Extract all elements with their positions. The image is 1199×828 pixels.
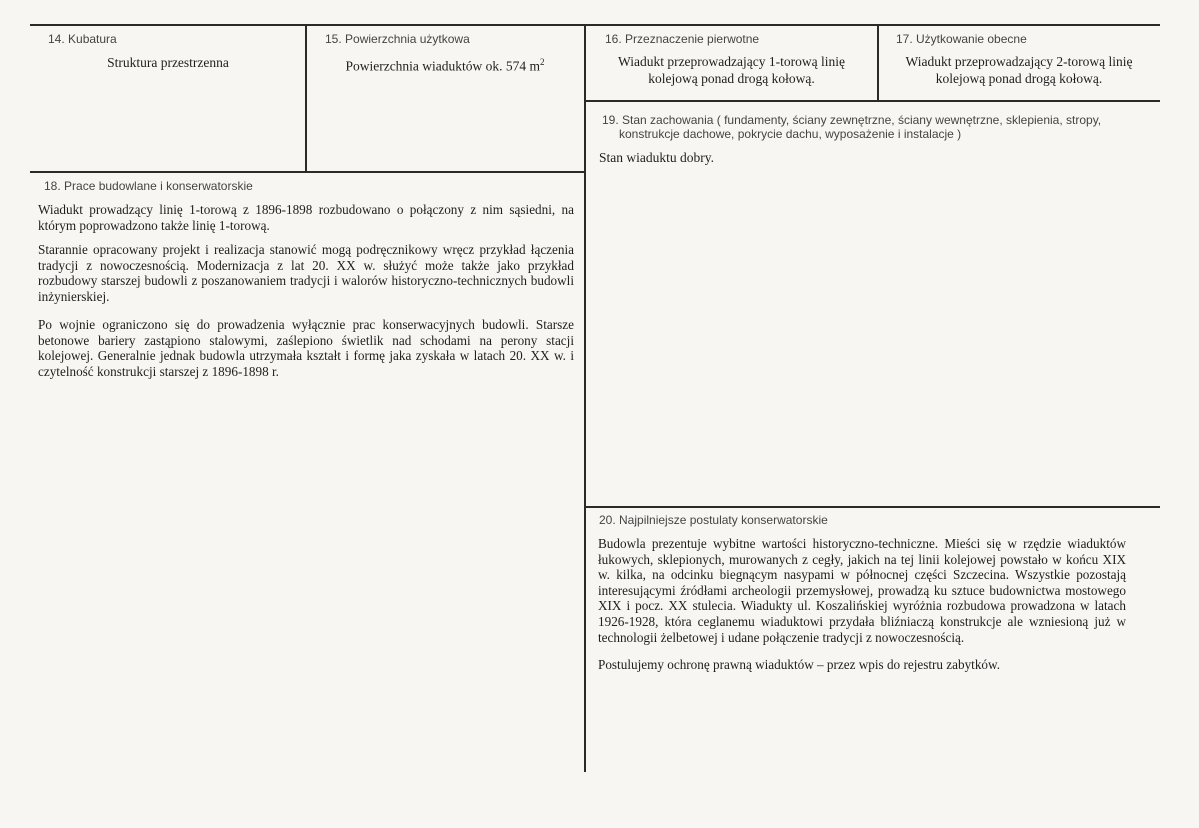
field-17-value-line2: kolejową ponad drogą kołową. <box>935 71 1103 86</box>
field-19-label-line2: konstrukcje dachowe, pokrycie dachu, wyposażenie i instalacje ) <box>619 127 962 141</box>
field-17-value <box>880 53 1158 87</box>
field-19-label-line1: 19. Stan zachowania ( fundamenty, ściany zewnętrzne, ściany wewnętrzne, sklepienia, stropy, <box>602 113 1102 127</box>
rule-16-17-bottom <box>584 100 1160 102</box>
field-18-paragraph-3: Po wojnie ograniczono się do prowadzenia wyłącznie prac konserwacyjnych budowli. Starsze betonowe bariery zastąpiono stalowymi, zaślepiono świetlik nad schodami na perony stacji kolejowej. Generalnie jednak budowla utrzymała kształt i formę jaka zyskała w latach 20. XX w. i czytelność konstrukcji starszej z 1896-1898 r. <box>38 317 574 379</box>
field-15-value <box>308 54 582 75</box>
field-17-value-line1: Wiadukt przeprowadzający 2-torową linię <box>905 54 1133 69</box>
field-18-paragraph-1: Wiadukt prowadzący linię 1-torową z 1896-1898 rozbudowano o połączony z nim sąsiedni, na którym poprowadzono także linię 1-torową. <box>38 202 574 233</box>
field-16-value-line1: Wiadukt przeprowadzający 1-torową linię <box>618 54 845 69</box>
field-19-label <box>602 113 1152 141</box>
field-20-paragraph-1: Budowla prezentuje wybitne wartości historyczno-techniczne. Mieści się w rzędzie wiaduktów łukowych, sklepionych, murowanych z cegły, jakich na tej linii kolejowej powstało w końcu XIX w. kilka, na odcinku biegnącym nasypami w północnej części Szczecina. Wszystkie pozostają interesującymi źródłami archeologii przemysłowej, prowadzą ku sztuce budownictwa mostowego XIX i pocz. XX stulecia. Wiadukty ul. Koszalińskiej wyróżnia rozbudowa prowadzona w latach 1926-1928, która ceglanemu wiaduktowi przydała bliźniaczą konstrukcje ale wzniesioną już w technologii żelbetowej i udane połączenie tradycji z nowoczesnością. <box>598 536 1126 645</box>
field-16-label: 16. Przeznaczenie pierwotne <box>605 32 760 46</box>
field-18-paragraph-2: Starannie opracowany projekt i realizacja stanowić mogą podręcznikowy wręcz przykład łączenia tradycji z nowoczesnością. Modernizacja z lat 20. XX w. służyć może także jako przykład rozbudowy starszej budowli z poszanowaniem tradycji i walorów historyczno-technicznych budowli inżynierskiej. <box>38 242 574 304</box>
rule-19-bottom <box>584 506 1160 508</box>
divider-14-15 <box>305 24 307 172</box>
field-20-paragraph-2: Postulujemy ochronę prawną wiaduktów – przez wpis do rejestru zabytków. <box>598 657 1000 672</box>
rule-14-15-bottom <box>30 171 585 173</box>
field-15-label: 15. Powierzchnia użytkowa <box>325 32 470 46</box>
divider-16-17 <box>877 24 879 102</box>
field-19-value: Stan wiaduktu dobry. <box>599 150 714 165</box>
field-14-value: Struktura przestrzenna <box>107 55 229 70</box>
field-14-label: 14. Kubatura <box>48 32 117 46</box>
top-border-line <box>30 24 1160 26</box>
field-16-value-line2: kolejową ponad drogą kołową. <box>648 71 815 86</box>
field-16-value <box>588 53 875 87</box>
field-18-label: 18. Prace budowlane i konserwatorskie <box>44 179 253 193</box>
field-15-value-sup: 2 <box>540 57 545 67</box>
field-17-label: 17. Użytkowanie obecne <box>896 32 1027 46</box>
field-20-label: 20. Najpilniejsze postulaty konserwatorskie <box>599 513 828 527</box>
center-divider <box>584 24 586 772</box>
field-15-value-text: Powierzchnia wiaduktów ok. 574 m <box>345 58 541 74</box>
